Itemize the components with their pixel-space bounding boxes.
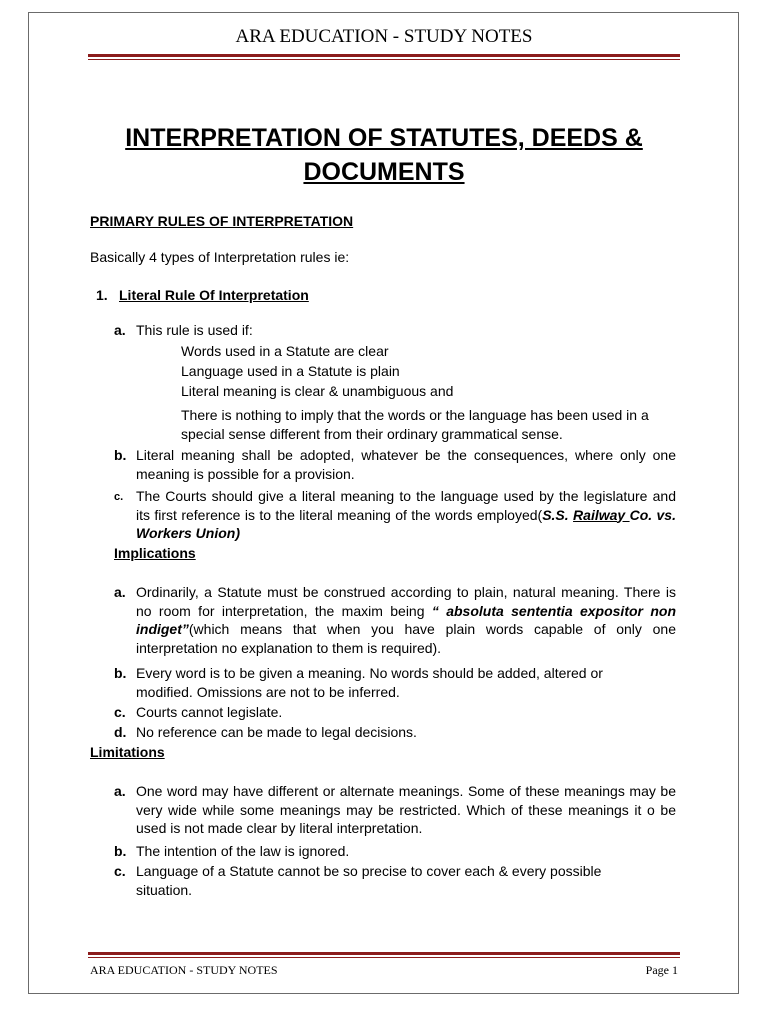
lim-a-text: One word may have different or alternate meanings. Some of these meanings may be very wide while some meanings may be restricted. Which of these meanings it o be used is not made clear by literal interpretation. <box>136 783 676 836</box>
impl-c-text: Courts cannot legislate. <box>136 704 283 720</box>
case-name-part3: Co. vs. Workers Union) <box>136 506 676 541</box>
rule1-c-paragraph <box>136 487 676 543</box>
footer-rule-thin <box>88 957 680 958</box>
lim-c-text: Language of a Statute cannot be so precise to cover each & every possible situation. <box>136 863 602 898</box>
case-name-part1: S.S. <box>542 506 574 523</box>
header-rule-thick <box>88 54 680 57</box>
limitations-heading: Limitations <box>90 744 165 760</box>
impl-a-explanation: (which means that when you have plain words capable of only one interpretation no explanation to them is required). <box>136 621 676 656</box>
impl-a-text: Ordinarily, a Statute must be construed according to plain, natural meaning. There is no room for interpretation, the maxim being <box>136 584 676 619</box>
rule1-a-text: This rule is used if: <box>136 322 253 338</box>
lim-a-marker: a. <box>114 783 126 799</box>
impl-a-marker: a. <box>114 584 126 600</box>
page-number: Page 1 <box>645 963 678 977</box>
impl-c-marker: c. <box>114 704 126 720</box>
footer-left: ARA EDUCATION - STUDY NOTES <box>90 963 278 977</box>
header-title: ARA EDUCATION - STUDY NOTES <box>235 26 533 47</box>
maxim-text: “ absoluta sententia expositor non indiget” <box>136 602 676 637</box>
impl-b-marker: b. <box>114 665 127 681</box>
document-title-line2: DOCUMENTS <box>303 158 465 186</box>
rule1-b-text: Literal meaning shall be adopted, whatever be the consequences, where only one meaning is possible for a provision. <box>136 447 676 482</box>
header-rule-thin <box>88 59 680 60</box>
rule1-bullet-2: Language used in a Statute is plain <box>181 363 400 379</box>
rule1-bullet-4: There is nothing to imply that the words or the language has been used in a special sense different from their ordinary grammatical sense. <box>181 407 649 442</box>
rule1-c-text: The Courts should give a literal meaning to the language used by the legislature and its first reference is to the literal meaning of the words employed( <box>136 488 676 523</box>
rule1-b-marker: b. <box>114 447 127 463</box>
rule1-bullet-1: Words used in a Statute are clear <box>181 343 389 359</box>
impl-a-paragraph <box>136 583 676 657</box>
impl-b-text: Every word is to be given a meaning. No words should be added, altered or modified. Omissions are not to be inferred. <box>136 665 603 700</box>
rule1-c-marker: c. <box>114 491 124 503</box>
document-title-line1: INTERPRETATION OF STATUTES, DEEDS & <box>125 124 643 152</box>
rule1-bullet-3: Literal meaning is clear & unambiguous and <box>181 383 454 399</box>
document-title <box>0 121 768 189</box>
footer-rule-thick <box>88 952 680 955</box>
rule1-number: 1. <box>96 287 108 303</box>
case-name-part2: Railway <box>573 506 630 523</box>
lim-b-text: The intention of the law is ignored. <box>136 843 350 859</box>
lim-c-marker: c. <box>114 863 126 879</box>
lim-b-marker: b. <box>114 843 127 859</box>
implications-heading: Implications <box>114 545 196 561</box>
section-intro: Basically 4 types of Interpretation rules ie: <box>90 249 350 265</box>
section-heading: PRIMARY RULES OF INTERPRETATION <box>90 213 354 229</box>
impl-d-marker: d. <box>114 724 127 740</box>
impl-d-text: No reference can be made to legal decisions. <box>136 724 417 740</box>
rule1-heading: Literal Rule Of Interpretation <box>119 287 309 303</box>
rule1-a-marker: a. <box>114 322 126 338</box>
